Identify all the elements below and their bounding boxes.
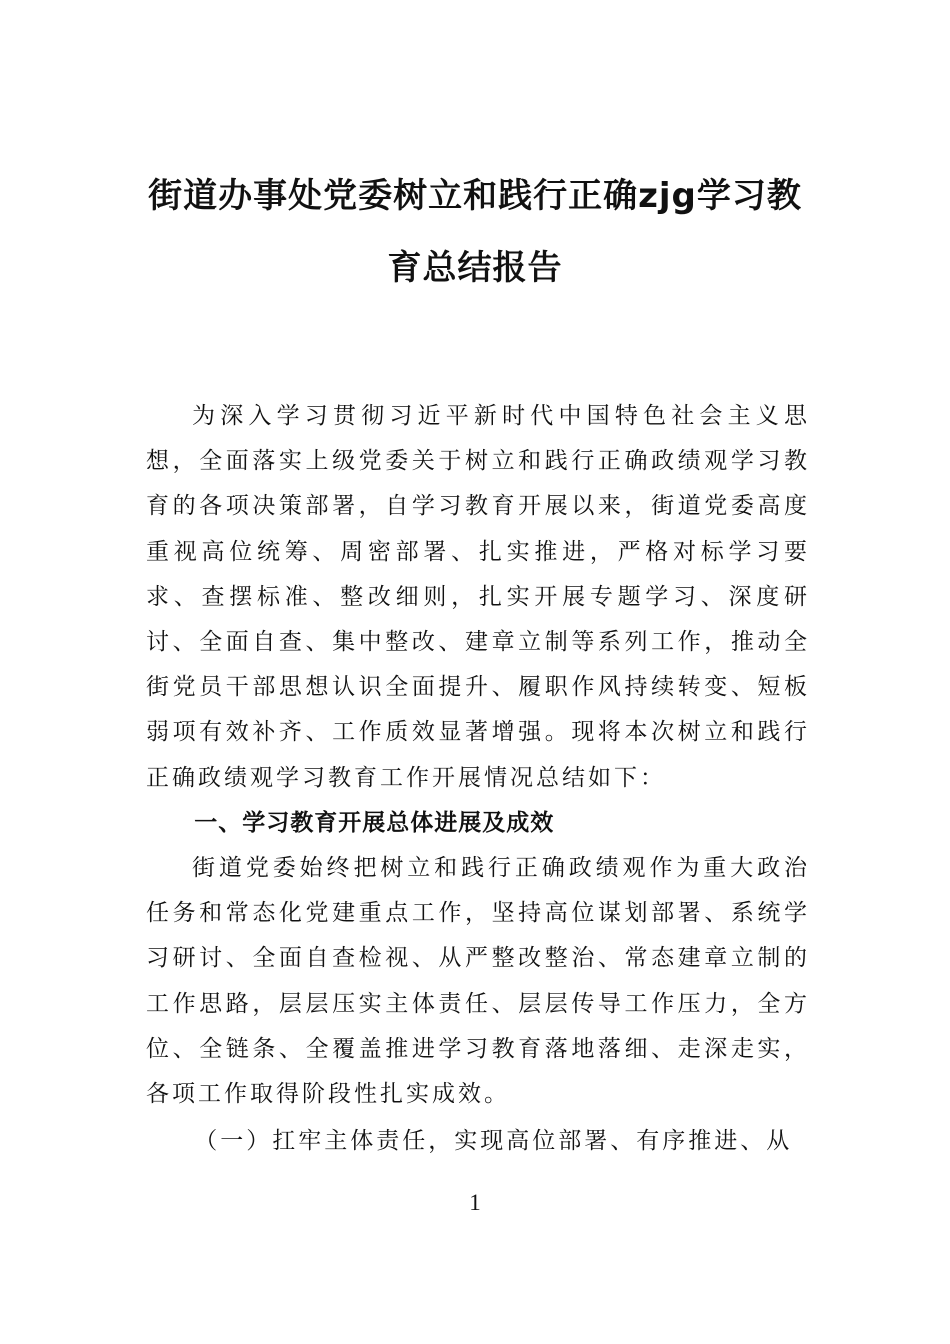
document-body — [146, 394, 810, 1164]
page-number: 1 — [469, 1190, 481, 1215]
section-heading-1: 一、学习教育开展总体进展及成效 — [194, 809, 555, 836]
title-line-2: 育总结报告 — [387, 248, 563, 288]
subsection-heading-1: （一）扛牢主体责任，实现高位部署、有序推进、从 — [194, 1128, 793, 1155]
section-1-paragraph: 街道党委始终把树立和践行正确政绩观作为重大政治任务和常态化党建重点工作，坚持高位谋划部署、系统学习研讨、全面自查检视、从严整改整治、常态建章立制的工作思路，层层压实主体责任、层层传导工作压力，全方位、全链条、全覆盖推进学习教育落地落细、走深走实，各项工作取得阶段性扎实成效。 — [146, 855, 810, 1108]
intro-paragraph: 为深入学习贯彻习近平新时代中国特色社会主义思想，全面落实上级党委关于树立和践行正确政绩观学习教育的各项决策部署，自学习教育开展以来，街道党委高度重视高位统筹、周密部署、扎实推进，严格对标学习要求、查摆标准、整改细则，扎实开展专题学习、深度研讨、全面自查、集中整改、建章立制等系列工作，推动全街党员干部思想认识全面提升、履职作风持续转变、短板弱项有效补齐、工作质效显著增强。现将本次树立和践行正确政绩观学习教育工作开展情况总结如下： — [146, 403, 810, 791]
title-line-1: 街道办事处党委树立和践行正确zjg学习教 — [148, 176, 802, 216]
document-title — [120, 160, 830, 304]
